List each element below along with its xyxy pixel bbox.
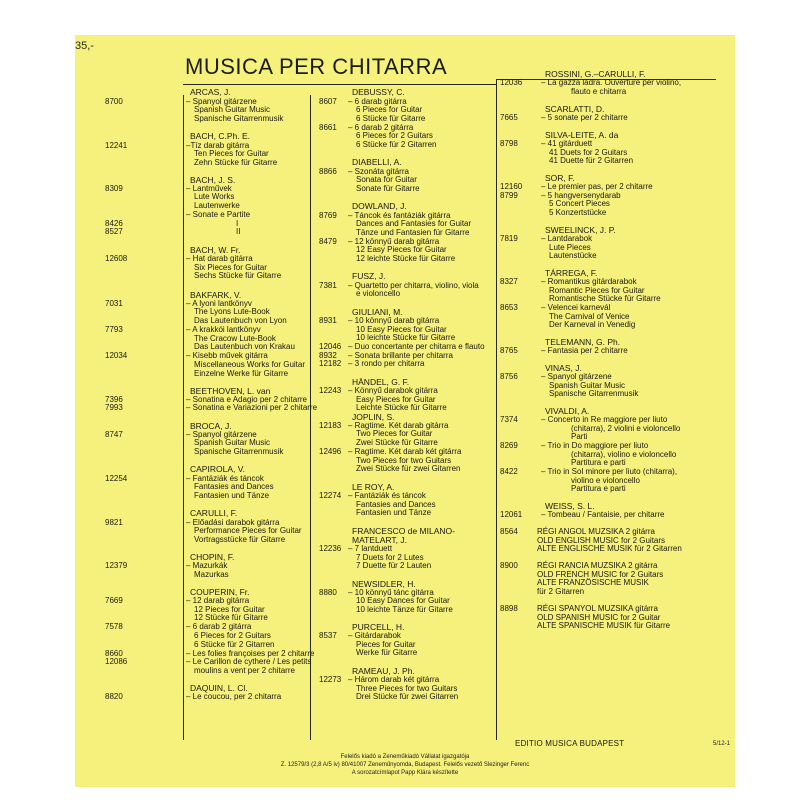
catalog-entry-line: Drei Stücke für zwei Gitarren (356, 692, 459, 701)
catalog-number: 8527 (105, 227, 123, 236)
catalog-entry-line: 41 Duette für 2 Gitarren (549, 156, 634, 165)
catalog-number: 8880 (319, 588, 337, 597)
catalog-entry-line: – Kisebb művek gitárra (186, 351, 268, 360)
catalog-number: 12243 (319, 386, 342, 395)
catalog-entry-line: Miscellaneous Works for Guitar (194, 360, 305, 369)
composer-heading: ROSSINI, G.–CARULLI, F. (545, 69, 646, 79)
catalog-entry-line: – Ragtime. Két darab két gitárra (348, 447, 462, 456)
catalog-number: 8607 (319, 97, 337, 106)
catalog-number: 8327 (500, 277, 518, 286)
catalog-entry-line: – Fantáziák és táncok (186, 474, 264, 483)
catalog-entry-line: Parti (571, 432, 588, 441)
catalog-entry-line: The Carnival of Venice (549, 312, 630, 321)
catalog-entry-line: Romantische Stücke für Gitarre (549, 294, 661, 303)
catalog-entry-line: – Hat darab gitárra (186, 254, 253, 263)
catalog-entry-line: 6 Stücke für 2 Gitarren (194, 640, 275, 649)
catalog-entry-line: – Duo concertante per chitarra e flauto (348, 342, 485, 351)
composer-heading: BACH, C.Ph. E. (190, 131, 250, 141)
catalog-entry-line: – Velencei karnevál (541, 303, 611, 312)
catalog-number: 7665 (500, 113, 518, 122)
composer-heading: DIABELLI, A. (352, 157, 402, 167)
composer-heading: TÁRREGA, F. (545, 268, 598, 278)
catalog-entry-line: – Ragtime. Két darab gitárra (348, 421, 449, 430)
catalog-number: 8931 (319, 316, 337, 325)
composer-heading: COUPERIN, Fr. (190, 587, 250, 597)
catalog-entry-line: 41 Duets for 2 Guitars (549, 148, 628, 157)
composer-heading: DAQUIN, L. Cl. (190, 683, 248, 693)
catalog-entry-line: – 7 lantduett (348, 544, 393, 553)
catalog-number: 7374 (500, 415, 518, 424)
catalog-entry-line: Lautenstücke (549, 251, 597, 260)
catalog-number: 8479 (319, 237, 337, 246)
composer-heading: WEISS, S. L. (545, 501, 595, 511)
composer-heading: BACH, J. S. (190, 175, 236, 185)
catalog-entry-line: 10 Easy Dances for Guitar (356, 596, 450, 605)
composer-heading: SCARLATTI, D. (545, 104, 605, 114)
catalog-entry-line: RÉGI RANCIA MUZSIKA 2 gitárra (537, 561, 658, 570)
catalog-entry-line: Einzelne Werke für Gitarre (194, 369, 289, 378)
catalog-number: 8564 (500, 527, 518, 536)
composer-heading: VIVALDI, A. (545, 406, 590, 416)
catalog-entry-line: – Le premier pas, per 2 chitarre (541, 182, 653, 191)
catalog-number: 8426 (105, 219, 123, 228)
catalog-entry-line: – Fantáziák és táncok (348, 491, 426, 500)
catalog-entry-line: 6 Pieces for 2 Guitars (356, 131, 433, 140)
catalog-number: 7993 (105, 403, 123, 412)
catalog-number: 8700 (105, 97, 123, 106)
composer-heading: BAKFARK, V. (190, 290, 242, 300)
catalog-entry-line: Sechs Stücke für Gitarre (194, 271, 282, 280)
catalog-entry-line: – La gazza ladra. Ouverture per violino, (541, 78, 682, 87)
catalog-number: 8747 (105, 430, 123, 439)
catalog-entry-line: Spanische Gitarrenmusik (194, 114, 284, 123)
catalog-entry-line: – Gitárdarabok (348, 631, 401, 640)
catalog-entry-line: Fantasies and Dances (194, 482, 274, 491)
composer-heading: TELEMANN, G. Ph. (545, 337, 621, 347)
catalog-entry-line: Performance Pieces for Guitar (194, 526, 302, 535)
catalog-number: 12236 (319, 544, 342, 553)
catalog-number: 12241 (105, 141, 128, 150)
catalog-number: 12608 (105, 254, 128, 263)
catalog-entry-line: Das Lautenbuch von Krakau (194, 342, 295, 351)
catalog-entry-line: – Sonate e Partite (186, 210, 251, 219)
catalog-entry-line: – 10 könnyű darab gitárra (348, 316, 440, 325)
column-divider-right (496, 79, 497, 740)
catalog-entry-line: – Lantdarabok (541, 234, 593, 243)
catalog-number: 8900 (500, 561, 518, 570)
catalog-number: 7793 (105, 325, 123, 334)
catalog-number: 8653 (500, 303, 518, 312)
catalog-entry-line: – Szonáta gitárra (348, 167, 409, 176)
composer-heading: BROCA, J. (190, 421, 232, 431)
catalog-entry-line: für 2 Gitarren (537, 587, 585, 596)
catalog-entry-line: ALTE SPANISCHE MUSIK für Gitarre (537, 621, 671, 630)
catalog-entry-line: Spanische Gitarrenmusik (194, 447, 284, 456)
catalog-entry-line: The Lyons Lute-Book (194, 307, 270, 316)
catalog-entry-line: – Le Carillon de cythere / Les petits (186, 657, 312, 666)
catalog-entry-line: – Spanyol gitárzene (541, 372, 612, 381)
column-divider-left (310, 95, 311, 740)
catalog-page (75, 35, 735, 787)
catalog-number: 12274 (319, 491, 342, 500)
catalog-entry-line: – Sonatina e Adagio per 2 chitarre (186, 395, 307, 404)
composer-heading: MATELART, J. (352, 535, 407, 545)
catalog-entry-line: Fantasien und Tänze (356, 508, 432, 517)
composer-heading: HÄNDEL, G. F. (352, 377, 410, 387)
catalog-entry-line: 6 Stücke für 2 Gitarren (356, 140, 437, 149)
catalog-entry-line: – Spanyol gitárzene (186, 97, 257, 106)
imprint-line-3: A sorozatcímlapot Papp Klára készítette (351, 770, 459, 776)
catalog-number: 9821 (105, 518, 123, 527)
catalog-entry-line: – 6 darab 2 gitárra (348, 123, 414, 132)
catalog-entry-line: 10 Easy Pieces for Guitar (356, 325, 447, 334)
catalog-entry-line: – Les folies françoises per 2 chitarre (186, 649, 315, 658)
composer-heading: RAMEAU, J. Ph. (352, 666, 415, 676)
catalog-number: 8820 (105, 692, 123, 701)
catalog-entry-line: RÉGI SPANYOL MUZSIKA gitárra (537, 604, 658, 613)
catalog-number: 12379 (105, 561, 128, 570)
composer-heading: BACH, W. Fr. (190, 245, 241, 255)
catalog-entry-line: – A krakkói lantkönyv (186, 325, 261, 334)
catalog-entry-line: 6 Stücke für Gitarre (356, 114, 426, 123)
catalog-number: 7669 (105, 596, 123, 605)
catalog-entry-line: Leichte Stücke für Gitarre (356, 403, 447, 412)
catalog-entry-line: – A lyoni lantkönyv (186, 299, 252, 308)
composer-heading: DOWLAND, J. (352, 201, 407, 211)
catalog-entry-line: I (236, 219, 239, 228)
catalog-number: 8422 (500, 467, 518, 476)
page-title: MUSICA PER CHITARRA (185, 54, 448, 79)
imprint-line-2: Z. 12579/3 (2,8 A/5 iv) 80/41007 Zeneműnyomda, Budapest. Felelős vezető Slezinger Ferenc (280, 762, 530, 768)
catalog-entry-line: Das Lautenbuch von Lyon (194, 316, 287, 325)
catalog-entry-line: Werke für Gitarre (356, 648, 418, 657)
catalog-entry-line: – 6 darab gitárra (348, 97, 407, 106)
imprint-line-1: Felelős kiadó a Zeneműkiadó Vállalat igazgatója (340, 754, 470, 760)
catalog-entry-line: – 5 hangversenydarab (541, 191, 621, 200)
catalog-entry-line: – 5 sonate per 2 chitarre (541, 113, 628, 122)
catalog-code: 5/12-1 (713, 741, 731, 747)
catalog-entry-line: 12 leichte Stücke für Gitarre (356, 254, 456, 263)
catalog-number: 8309 (105, 184, 123, 193)
catalog-entry-line: – Trio in Sol minore per liuto (chitarra), (541, 467, 678, 476)
catalog-entry-line: Spanische Gitarrenmusik (549, 389, 639, 398)
composer-heading: LE ROY, A. (352, 482, 395, 492)
catalog-entry-line: Zwei Stücke für Gitarre (356, 438, 438, 447)
composer-heading: CHOPIN, F. (190, 552, 235, 562)
catalog-entry-line: Romantic Pieces for Guitar (549, 286, 645, 295)
catalog-entry-line: 5 Concert Pieces (549, 199, 610, 208)
catalog-entry-line: Der Karneval in Venedig (549, 320, 636, 329)
catalog-entry-line: 10 leichte Stücke für Gitarre (356, 333, 456, 342)
catalog-entry-line: Dances and Fantasies for Guitar (356, 219, 472, 228)
composer-heading: NEWSIDLER, H. (352, 579, 416, 589)
catalog-entry-line: – 12 könnyű darab gitárra (348, 237, 440, 246)
catalog-number: 7578 (105, 622, 123, 631)
catalog-entry-line: 12 Stücke für Gitarre (194, 613, 268, 622)
composer-heading: FUSZ, J. (352, 271, 386, 281)
catalog-number: 7819 (500, 234, 518, 243)
catalog-number: 12273 (319, 675, 342, 684)
catalog-entry-line: 6 Pieces for Guitar (356, 105, 423, 114)
catalog-number: 12086 (105, 657, 128, 666)
catalog-entry-line: Lautenwerke (194, 201, 240, 210)
composer-heading: CAPIROLA, V. (190, 464, 245, 474)
catalog-entry-line: violino e violoncello (571, 476, 640, 485)
catalog-entry-line: ALTE ENGLISCHE MUSIK für 2 Gitarren (537, 544, 682, 553)
composer-heading: DEBUSSY, C. (352, 87, 405, 97)
catalog-entry-line: – 12 darab gitárra (186, 596, 250, 605)
catalog-entry-line: e violoncello (356, 289, 401, 298)
catalog-entry-line: 6 Pieces for 2 Guitars (194, 631, 271, 640)
catalog-entry-line: Ten Pieces for Guitar (194, 149, 269, 158)
catalog-number: 12046 (319, 342, 342, 351)
composer-heading: VINAS, J. (545, 363, 582, 373)
catalog-entry-line: – Fantasia per 2 chitarre (541, 346, 628, 355)
title-underline (183, 84, 496, 85)
catalog-entry-line: – 6 darab 2 gitárra (186, 622, 252, 631)
catalog-entry-line: Six Pieces for Guitar (194, 263, 267, 272)
composer-heading: SILVA-LEITE, A. da (545, 130, 619, 140)
catalog-entry-line: Two Pieces for Guitar (356, 429, 433, 438)
catalog-entry-line: – Táncok és fantáziák gitárra (348, 211, 451, 220)
catalog-number: 8769 (319, 211, 337, 220)
catalog-entry-line: 12 Easy Pieces for Guitar (356, 245, 447, 254)
catalog-number: 7031 (105, 299, 123, 308)
catalog-number: 12061 (500, 510, 523, 519)
catalog-entry-line: Spanish Guitar Music (194, 438, 271, 447)
catalog-number: 8866 (319, 167, 337, 176)
catalog-entry-line: – 3 rondo per chitarra (348, 359, 425, 368)
catalog-entry-line: Spanish Guitar Music (549, 381, 626, 390)
catalog-entry-line: Two Pieces for two Guitars (356, 456, 452, 465)
catalog-number: 8661 (319, 123, 337, 132)
catalog-entry-line: Tänze und Fantasien für Gitarre (356, 228, 470, 237)
catalog-entry-line: RÉGI ANGOL MUZSIKA 2 gitárra (537, 527, 655, 536)
catalog-entry-line: Spanish Guitar Music (194, 105, 271, 114)
catalog-entry-line: OLD ENGLISH MUSIC for 2 Guitars (537, 536, 666, 545)
catalog-number: 12496 (319, 447, 342, 456)
catalog-number: 8765 (500, 346, 518, 355)
composer-heading: CARULLI, F. (190, 508, 238, 518)
catalog-number: 8537 (319, 631, 337, 640)
catalog-number: 12182 (319, 359, 342, 368)
catalog-number: 8756 (500, 372, 518, 381)
composer-heading: ARCAS, J. (190, 87, 231, 97)
catalog-entry-line: Partitura e parti (571, 484, 626, 493)
catalog-entry-line: 10 leichte Tänze für Gitarre (356, 605, 453, 614)
catalog-entry-line: Fantasien und Tänze (194, 491, 270, 500)
catalog-entry-line: Sonate für Gitarre (356, 184, 420, 193)
catalog-entry-line: 7 Duette für 2 Lauten (356, 561, 432, 570)
catalog-entry-line: – 41 gitárduett (541, 139, 593, 148)
left-column-rule (183, 95, 184, 740)
catalog-entry-line: Lute Works (194, 192, 235, 201)
composer-heading: PURCELL, H. (352, 622, 405, 632)
composer-heading: GIULIANI, M. (352, 307, 403, 317)
catalog-entry-line: – Romantikus gitárdarabok (541, 277, 637, 286)
catalog-entry-line: 12 Pieces for Guitar (194, 605, 265, 614)
catalog-entry-line: – Előadási darabok gitárra (186, 518, 280, 527)
catalog-entry-line: – Trio in Do maggiore per liuto (541, 441, 649, 450)
catalog-entry-line: – Lantművek (186, 184, 232, 193)
catalog-entry-line: Pieces for Guitar (356, 640, 416, 649)
catalog-entry-line: Vortragsstücke für Gitarre (194, 535, 286, 544)
catalog-entry-line: – Mazurkák (186, 561, 228, 570)
catalog-number: 7396 (105, 395, 123, 404)
catalog-number: 8932 (319, 351, 337, 360)
catalog-entry-line: moulins a vent per 2 chitarre (194, 666, 295, 675)
composer-heading: JOPLIN, S. (352, 412, 395, 422)
catalog-number: 8898 (500, 604, 518, 613)
composer-heading: BEETHOVEN, L. van (190, 386, 271, 396)
catalog-number: 12254 (105, 474, 128, 483)
catalog-entry-line: – Spanyol gitárzene (186, 430, 257, 439)
catalog-number: 8798 (500, 139, 518, 148)
catalog-entry-line: –Tíz darab gitárra (186, 141, 250, 150)
composer-heading: SOR, F. (545, 173, 575, 183)
catalog-entry-line: OLD FRENCH MUSIC for 2 Guitars (537, 570, 664, 579)
catalog-entry-line: – Sonata brillante per chitarra (348, 351, 453, 360)
catalog-number: 8660 (105, 649, 123, 658)
catalog-entry-line: – Könnyű darabok gitárra (348, 386, 438, 395)
catalog-entry-line: Fantasies and Dances (356, 500, 436, 509)
catalog-entry-line: The Cracow Lute-Book (194, 334, 276, 343)
catalog-entry-line: Sonata for Guitar (356, 175, 417, 184)
catalog-number: 8269 (500, 441, 518, 450)
catalog-entry-line: Zwei Stücke für zwei Gitarren (356, 464, 461, 473)
catalog-entry-line: ALTE FRANZÖSISCHE MUSIK (537, 578, 649, 587)
catalog-entry-line: flauto e chitarra (571, 87, 627, 96)
catalog-entry-line: – Három darab két gitárra (348, 675, 440, 684)
catalog-entry-line: – Le coucou, per 2 chitarra (186, 692, 282, 701)
catalog-entry-line: (chitarra), violino e violoncello (571, 450, 677, 459)
catalog-entry-line: Partitura e parti (571, 458, 626, 467)
publisher-name: EDITIO MUSICA BUDAPEST (515, 739, 625, 748)
catalog-number: 12036 (500, 78, 523, 87)
catalog-entry-line: – Concerto in Re maggiore per liuto (541, 415, 668, 424)
catalog-entry-line: OLD SPANISH MUSIC for 2 Guitar (537, 613, 661, 622)
catalog-entry-line: Lute Pieces (549, 243, 591, 252)
catalog-entry-line: Easy Pieces for Guitar (356, 395, 436, 404)
catalog-entry-line: Mazurkas (194, 570, 229, 579)
catalog-number: 8799 (500, 191, 518, 200)
catalog-entry-line: – Quartetto per chitarra, violino, viola (348, 281, 479, 290)
catalog-entry-line: – Tombeau / Fantaisie, per chitarre (541, 510, 665, 519)
catalog-entry-line: 5 Konzertstücke (549, 208, 607, 217)
catalog-entry-line: 7 Duets for 2 Lutes (356, 553, 424, 562)
catalog-number: 7381 (319, 281, 337, 290)
catalog-number: 12183 (319, 421, 342, 430)
catalog-entry-line: (chitarra), 2 violini e violoncello (571, 424, 681, 433)
catalog-number: 12034 (105, 351, 128, 360)
catalog-entry-line: Zehn Stücke für Gitarre (194, 158, 278, 167)
catalog-entry-line: Three Pieces for two Guitars (356, 684, 458, 693)
composer-heading: SWEELINCK, J. P. (545, 225, 616, 235)
composer-heading: FRANCESCO de MILANO- (352, 526, 455, 536)
catalog-entry-line: II (236, 227, 241, 236)
catalog-entry-line: – Sonatina e Variazioni per 2 chitarre (186, 403, 318, 412)
price-label: 35,- (75, 40, 94, 52)
catalog-entry-line: – 10 könnyű tánc gitárra (348, 588, 434, 597)
catalog-number: 12160 (500, 182, 523, 191)
